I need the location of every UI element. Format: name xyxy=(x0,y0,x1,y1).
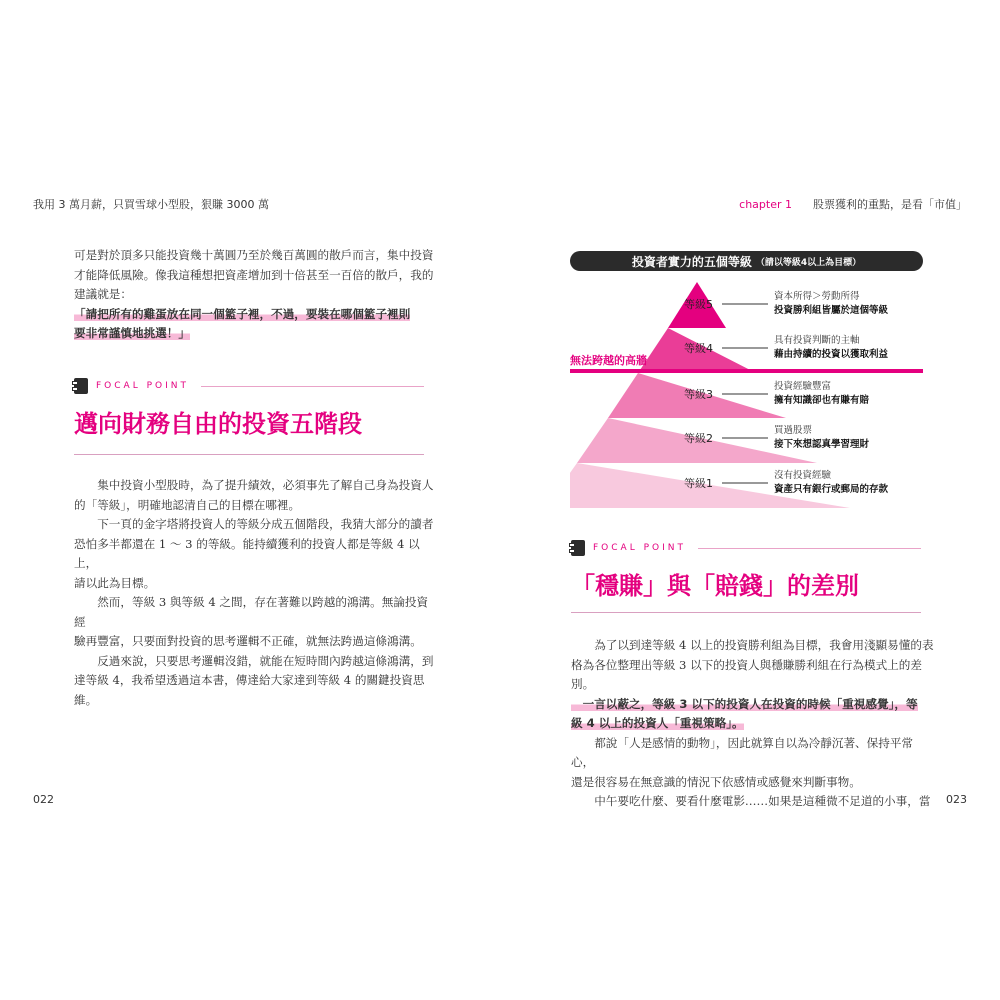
text-line: 達等級 4，我希望透過這本書，傳達給大家達到等級 4 的關鍵投資思維。 xyxy=(74,673,425,707)
level-5-label: 等級5 xyxy=(684,298,713,311)
wall-label: 無法跨越的高牆 xyxy=(570,354,647,367)
level-5-desc: 資本所得＞勞動所得 投資勝利組皆屬於這個等級 xyxy=(774,291,889,316)
text-line: 反過來說，只要思考邏輯沒錯，就能在短時間內跨越這條鴻溝，到 xyxy=(74,653,434,668)
level-4-desc: 具有投資判斷的主軸 藉由持續的投資以獲取利益 xyxy=(774,335,889,360)
page-number-right: 023 xyxy=(946,793,967,806)
text-line: 中午要吃什麼、要看什麼電影……如果是這種微不足道的小事，當 xyxy=(571,794,931,808)
focal-point-right xyxy=(571,540,921,556)
divider xyxy=(201,386,424,387)
notebook-icon xyxy=(571,540,585,556)
text-line: 為了以到達等級 4 以上的投資勝利組為目標，我會用淺顯易懂的表 xyxy=(571,638,934,652)
pyramid-banner xyxy=(570,251,923,271)
banner-note: （請以等級4以上為目標） xyxy=(755,257,862,268)
title-rule xyxy=(74,454,424,455)
chapter-title: 股票獲利的重點，是看「市值」 xyxy=(813,198,967,211)
level-3-desc: 投資經驗豐富 擁有知識卻也有賺有賠 xyxy=(774,381,870,406)
text-line: 格為各位整理出等級 3 以下的投資人與穩賺勝利組在行為模式上的差別。 xyxy=(571,657,922,691)
title-rule xyxy=(571,612,921,613)
left-body xyxy=(74,476,434,710)
text-line: 集中投資小型股時，為了提升績效，必須事先了解自己身為投資人 xyxy=(74,478,434,492)
level-2-label: 等級2 xyxy=(684,432,713,445)
chapter-label: chapter 1 xyxy=(739,198,792,211)
left-intro xyxy=(74,246,434,344)
level-1-desc: 沒有投資經驗 資產只有銀行或郵局的存款 xyxy=(774,470,889,495)
highlight-line: 級 4 以上的投資人「重視策略」。 xyxy=(571,716,744,730)
quote-line: 「請把所有的雞蛋放在同一個籃子裡，不過，要裝在哪個籃子裡則 xyxy=(74,306,411,321)
focal-point-left xyxy=(74,378,424,394)
text-line: 請以此為目標。 xyxy=(74,575,156,590)
level-2-desc: 買過股票 接下來想認真學習理財 xyxy=(774,425,870,450)
high-wall-line xyxy=(570,369,923,373)
text-line: 驗再豐富，只要面對投資的思考邏輯不正確，就無法跨過這條鴻溝。 xyxy=(74,634,422,648)
divider xyxy=(698,548,921,549)
highlight-line: 一言以蔽之，等級 3 以下的投資人在投資的時候「重視感覺」，等 xyxy=(571,696,918,711)
level-3-label: 等級3 xyxy=(684,388,713,401)
running-header-right xyxy=(739,196,967,212)
level-1-label: 等級1 xyxy=(684,477,713,490)
text-line: 還是很容易在無意識的情況下依感情或感覺來判斷事物。 xyxy=(571,774,861,789)
right-body xyxy=(571,636,936,812)
banner-title: 投資者實力的五個等級 xyxy=(631,254,752,269)
text-line: 都說「人是感情的動物」，因此就算自以為冷靜沉著、保持平常心， xyxy=(571,735,914,769)
text-line: 的「等級」，明確地認清自己的目標在哪裡。 xyxy=(74,497,301,512)
text-line: 下一頁的金字塔將投資人的等級分成五個階段，我猜大部分的讀者 xyxy=(74,517,434,531)
text-line: 然而，等級 3 與等級 4 之間，存在著難以跨越的鴻溝。無論投資經 xyxy=(74,595,429,629)
text-line: 可是對於頂多只能投資幾十萬圓乃至於幾百萬圓的散戶而言，集中投資 xyxy=(74,248,434,262)
focal-point-label: FOCAL POINT xyxy=(96,381,189,391)
page-number-left: 022 xyxy=(33,793,54,806)
text-line: 恐怕多半都還在 1 ～ 3 的等級。能持續獲利的投資人都是等級 4 以上， xyxy=(74,536,420,570)
running-header-left: 我用 3 萬月薪，只買雪球小型股，狠賺 3000 萬 xyxy=(33,198,269,211)
text-line: 建議就是： xyxy=(74,287,132,301)
notebook-icon xyxy=(74,378,88,394)
focal-point-label: FOCAL POINT xyxy=(593,543,686,553)
section-title: 邁向財務自由的投資五階段 xyxy=(74,410,362,438)
quote-line: 要非常謹慎地挑選！」 xyxy=(74,326,190,340)
level-4-label: 等級4 xyxy=(684,342,713,355)
section-title: 「穩賺」與「賠錢」的差別 xyxy=(571,572,859,600)
text-line: 才能降低風險。像我這種想把資產增加到十倍甚至一百倍的散戶，我的 xyxy=(74,267,434,282)
